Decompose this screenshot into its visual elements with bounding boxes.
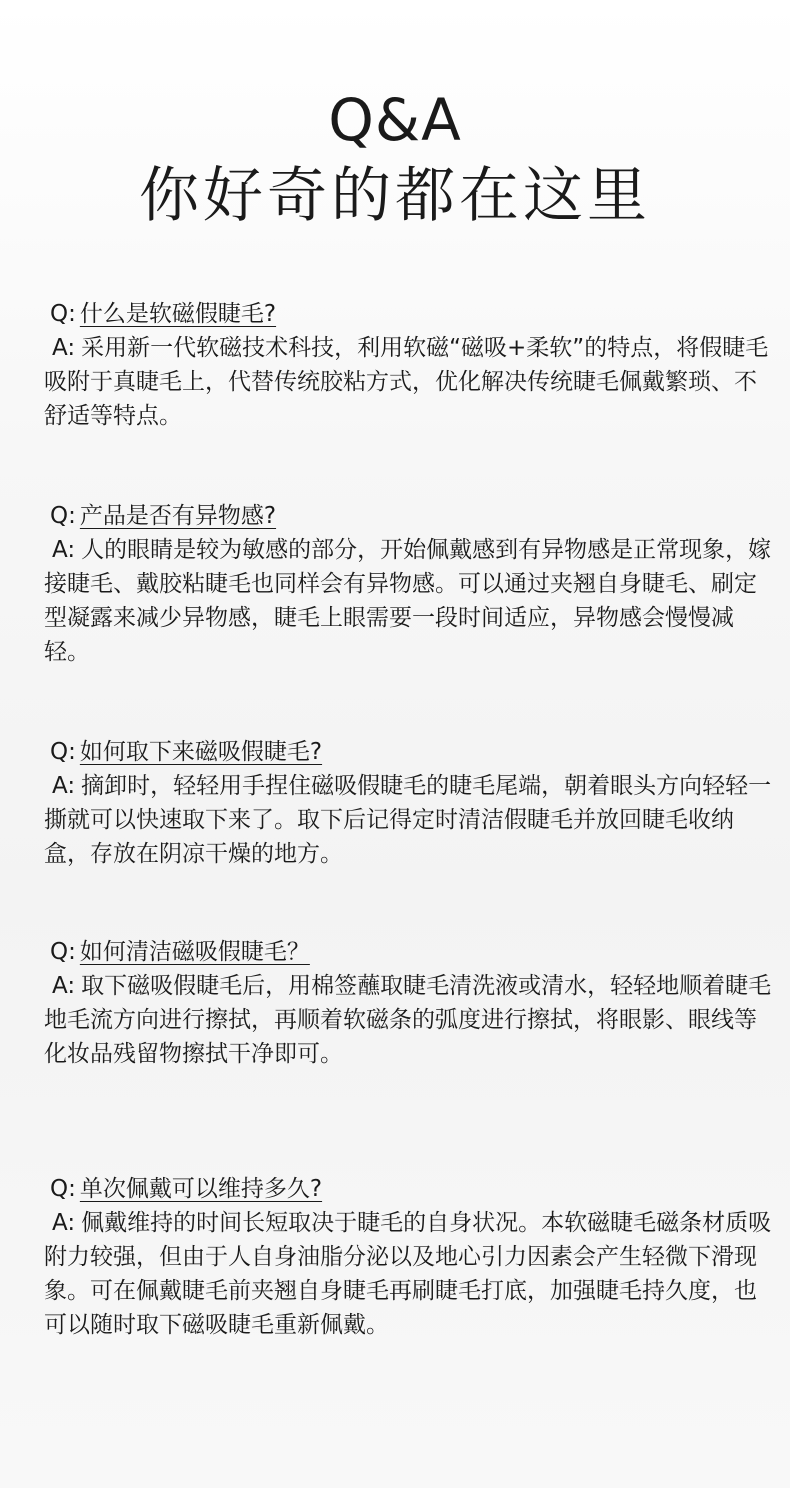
answer-prefix: A: [52,1210,76,1236]
qa-item-4 [44,935,774,1071]
answer-text: 人的眼睛是较为敏感的部分，开始佩戴感到有异物感是正常现象，嫁接睫毛、戴胶粘睫毛也同样会有异物感。可以通过夹翘自身睫毛、刷定型凝露来减少异物感，睫毛上眼需要一段时间适应，异物感会慢慢减轻。 [44,537,772,665]
question-prefix: Q: [50,503,76,529]
question-text: 单次佩戴可以维持多久? [79,1176,323,1202]
question-text: 什么是软磁假睫毛? [79,301,277,327]
question-prefix: Q: [50,301,76,327]
answer-text: 佩戴维持的时间长短取决于睫毛的自身状况。本软磁睫毛磁条材质吸附力较强，但由于人自身油脂分泌以及地心引力因素会产生轻微下滑现象。可在佩戴睫毛前夹翘自身睫毛再刷睫毛打底，加强睫毛持久度，也可以随时取下磁吸睫毛重新佩戴。 [44,1210,772,1338]
question-text: 产品是否有异物感? [79,503,277,529]
answer [44,331,774,433]
qa-item-5 [44,1172,774,1342]
question [44,297,774,331]
question [44,499,774,533]
qa-item-2 [44,499,774,669]
answer-text: 采用新一代软磁技术科技，利用软磁“磁吸+柔软”的特点，将假睫毛吸附于真睫毛上，代替传统胶粘方式，优化解决传统睫毛佩戴繁琐、不舒适等特点。 [44,335,769,429]
answer [44,969,774,1071]
answer-text: 摘卸时，轻轻用手捏住磁吸假睫毛的睫毛尾端，朝着眼头方向轻轻一撕就可以快速取下来了。取下后记得定时清洁假睫毛并放回睫毛收纳盒，存放在阴凉干燥的地方。 [44,773,772,867]
qa-item-3 [44,735,774,871]
answer [44,769,774,871]
question-prefix: Q: [50,1176,76,1202]
question [44,1172,774,1206]
answer [44,1206,774,1342]
question-prefix: Q: [50,939,76,965]
question [44,735,774,769]
question-prefix: Q: [50,739,76,765]
qa-item-1 [44,297,774,433]
answer-prefix: A: [52,973,76,999]
question-text: 如何取下来磁吸假睫毛? [79,739,323,765]
answer-prefix: A: [52,537,76,563]
question [44,935,774,969]
answer [44,533,774,669]
question-text: 如何清洁磁吸假睫毛？ [79,939,310,965]
answer-prefix: A: [52,335,76,361]
page-title-cn: 你好奇的都在这里 [139,161,651,231]
page-title-en: Q&A [328,86,462,154]
answer-prefix: A: [52,773,76,799]
answer-text: 取下磁吸假睫毛后，用棉签蘸取睫毛清洗液或清水，轻轻地顺着睫毛地毛流方向进行擦拭，再顺着软磁条的弧度进行擦拭，将眼影、眼线等化妆品残留物擦拭干净即可。 [44,973,772,1067]
